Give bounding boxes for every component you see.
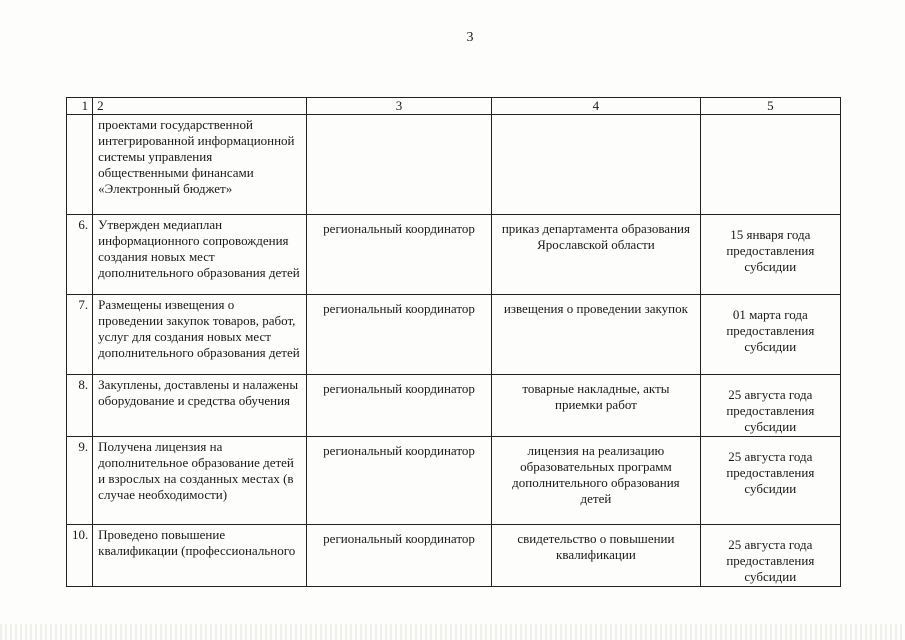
row-responsible: региональный координатор — [306, 295, 491, 375]
table-row — [67, 115, 841, 215]
header-col-2: 2 — [93, 98, 307, 115]
header-col-4: 4 — [492, 98, 700, 115]
row-responsible: региональный координатор — [306, 437, 491, 525]
row-event: Проведено повышение квалификации (профессионального — [93, 525, 307, 587]
row-number — [67, 115, 93, 215]
table-row — [67, 375, 841, 437]
row-document: свидетельство о повышении квалификации — [492, 525, 700, 587]
row-number: 7. — [67, 295, 93, 375]
row-event: Получена лицензия на дополнительное образование детей и взрослых на созданных местах (в случае необходимости) — [93, 437, 307, 525]
row-event: Закуплены, доставлены и налажены оборудование и средства обучения — [93, 375, 307, 437]
table-row — [67, 437, 841, 525]
row-document — [492, 115, 700, 215]
row-event: Утвержден медиаплан информационного сопровождения создания новых мест дополнительного образования детей — [93, 215, 307, 295]
header-col-3: 3 — [306, 98, 491, 115]
table-row — [67, 295, 841, 375]
table-row — [67, 525, 841, 587]
row-document: извещения о проведении закупок — [492, 295, 700, 375]
row-document: лицензия на реализацию образовательных программ дополнительного образования детей — [492, 437, 700, 525]
row-responsible — [306, 115, 491, 215]
row-responsible: региональный координатор — [306, 215, 491, 295]
row-responsible: региональный координатор — [306, 375, 491, 437]
table-row — [67, 215, 841, 295]
row-event: Размещены извещения о проведении закупок товаров, работ, услуг для создания новых мест дополнительного образования детей — [93, 295, 307, 375]
row-number: 9. — [67, 437, 93, 525]
row-deadline: 15 января года предоставления субсидии — [700, 215, 840, 295]
row-number: 10. — [67, 525, 93, 587]
row-deadline — [700, 115, 840, 215]
row-event: проектами государственной интегрированной информационной системы управления общественными финансами «Электронный бюджет» — [93, 115, 307, 215]
row-deadline: 25 августа года предоставления субсидии — [700, 437, 840, 525]
row-document: товарные накладные, акты приемки работ — [492, 375, 700, 437]
row-deadline: 25 августа года предоставления субсидии — [700, 375, 840, 437]
table-header-row — [67, 98, 841, 115]
header-col-1: 1 — [67, 98, 93, 115]
row-document: приказ департамента образования Ярославской области — [492, 215, 700, 295]
row-number: 6. — [67, 215, 93, 295]
row-deadline: 01 марта года предоставления субсидии — [700, 295, 840, 375]
header-col-5: 5 — [700, 98, 840, 115]
row-deadline: 25 августа года предоставления субсидии — [700, 525, 840, 587]
row-responsible: региональный координатор — [306, 525, 491, 587]
activity-table — [66, 97, 841, 587]
scan-edge-noise — [0, 624, 905, 640]
page-number: 3 — [466, 30, 474, 45]
row-number: 8. — [67, 375, 93, 437]
